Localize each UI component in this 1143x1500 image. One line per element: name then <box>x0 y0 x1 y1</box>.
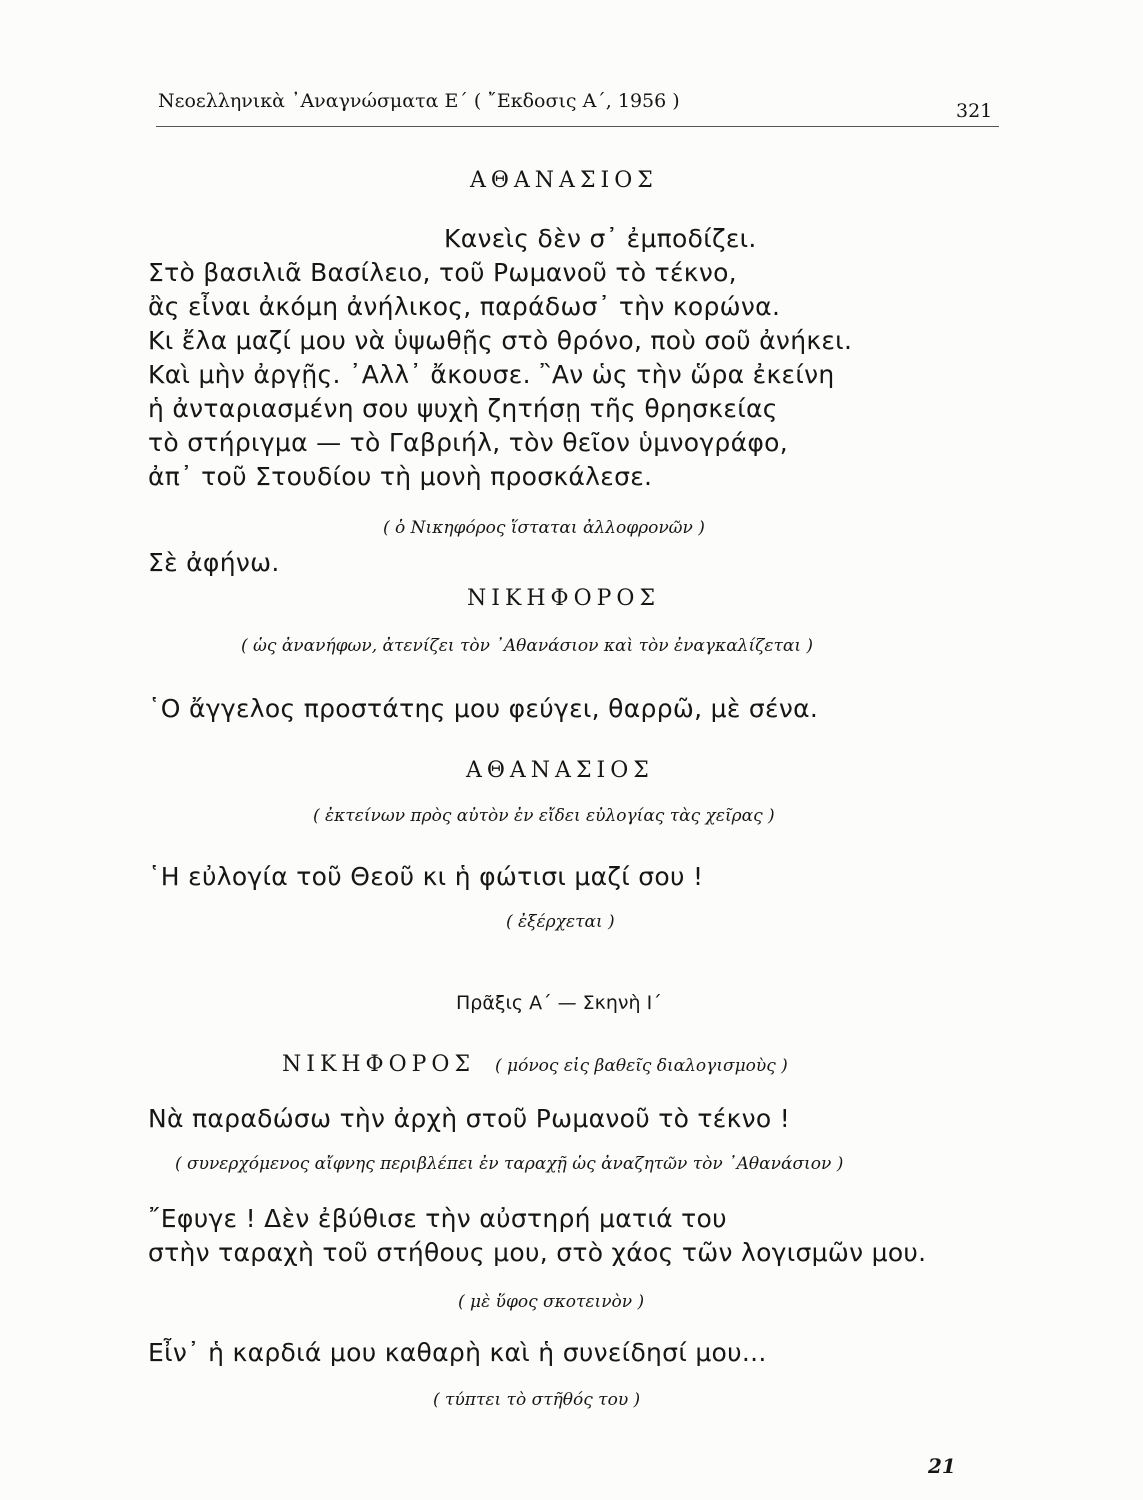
verse-line: ῎Εφυγε ! Δὲν ἐβύθισε τὴν αὐστηρή ματιά του <box>148 1204 727 1233</box>
speaker-name: ΝΙΚΗΦΟΡΟΣ <box>282 1052 476 1077</box>
verse-line: ἂς εἶναι ἀκόμη ἀνήλικος, παράδωσ᾿ τὴν κορώνα. <box>148 292 781 321</box>
speaker-name: ΝΙΚΗΦΟΡΟΣ <box>467 586 661 611</box>
verse-line: Στὸ βασιλιᾶ Βασίλειο, τοῦ Ρωμανοῦ τὸ τέκνο, <box>148 258 737 287</box>
stage-direction: ( ἐξέρχεται ) <box>506 912 615 932</box>
speaker-name: ΑΘΑΝΑΣΙΟΣ <box>466 758 654 783</box>
verse-line: Κι ἔλα μαζί μου νὰ ὑψωθῇς στὸ θρόνο, ποὺ σοῦ ἀνήκει. <box>148 326 853 355</box>
verse-line: στὴν ταραχὴ τοῦ στήθους μου, στὸ χάος τῶν λογισμῶν μου. <box>148 1238 927 1267</box>
stage-direction: ( τύπτει τὸ στῆθός του ) <box>433 1390 641 1410</box>
folio-signature: 21 <box>928 1454 956 1478</box>
speaker-name: ΑΘΑΝΑΣΙΟΣ <box>470 168 658 193</box>
running-header: Νεοελληνικὰ ᾿Αναγνώσματα Ε΄ ( ῎Εκδοσις Α΄, 1956 ) <box>158 90 680 112</box>
header-rule <box>156 126 999 127</box>
stage-direction: ( ἐκτείνων πρὸς αὐτὸν ἐν εἴδει εὐλογίας τὰς χεῖρας ) <box>313 806 775 826</box>
verse-line: ἡ ἀνταριασμένη σου ψυχὴ ζητήσῃ τῆς θρησκείας <box>148 394 778 423</box>
verse-line: Νὰ παραδώσω τὴν ἀρχὴ στοῦ Ρωμανοῦ τὸ τέκνο ! <box>148 1104 791 1133</box>
stage-direction: ( μὲ ὕφος σκοτεινὸν ) <box>458 1292 645 1312</box>
verse-line: ῾Ο ἄγγελος προστάτης μου φεύγει, θαρρῶ, μὲ σένα. <box>148 694 819 723</box>
verse-line: ἀπ᾿ τοῦ Στουδίου τὴ μονὴ προσκάλεσε. <box>148 462 653 491</box>
stage-direction: ( μόνος εἰς βαθεῖς διαλογισμοὺς ) <box>495 1056 788 1076</box>
page-number: 321 <box>956 100 993 122</box>
verse-line: τὸ στήριγμα — τὸ Γαβριήλ, τὸν θεῖον ὑμνογράφο, <box>148 428 788 457</box>
verse-line: Κανεὶς δὲν σ᾿ ἐμποδίζει. <box>444 224 757 253</box>
stage-direction: ( συνερχόμενος αἴφνης περιβλέπει ἐν ταραχῇ ὡς ἀναζητῶν τὸν ᾿Αθανάσιον ) <box>175 1154 844 1174</box>
scene-heading: Πρᾶξις Α΄ — Σκηνὴ Ι΄ <box>456 992 662 1014</box>
stage-direction: ( ὁ Νικηφόρος ἵσταται ἀλλοφρονῶν ) <box>383 518 705 538</box>
stage-direction: ( ὡς ἀνανήφων, ἀτενίζει τὸν ᾿Αθανάσιον καὶ τὸν ἐναγκαλίζεται ) <box>241 636 814 656</box>
verse-line: ῾Η εὐλογία τοῦ Θεοῦ κι ἡ φώτισι μαζί σου ! <box>148 862 704 891</box>
verse-line: Σὲ ἀφήνω. <box>148 548 280 577</box>
verse-line: Καὶ μὴν ἀργῇς. ᾿Αλλ᾿ ἄκουσε. ῍Αν ὡς τὴν ὥρα ἐκείνη <box>148 360 835 389</box>
verse-line: Εἶν᾿ ἡ καρδιά μου καθαρὴ καὶ ἡ συνείδησί μου... <box>148 1338 767 1367</box>
